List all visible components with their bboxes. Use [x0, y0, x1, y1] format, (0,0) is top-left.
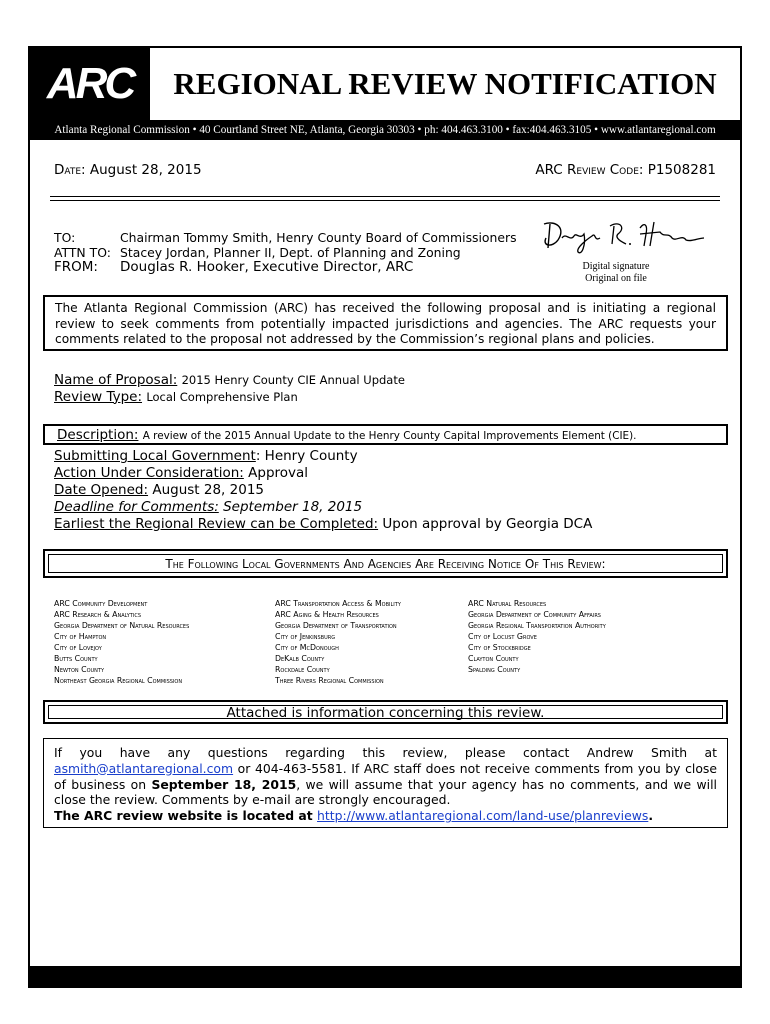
agency-item: City of McDonough: [275, 643, 339, 652]
agency-item: Georgia Regional Transportation Authority: [468, 621, 606, 630]
action-label: Action Under Consideration:: [54, 465, 244, 481]
attached-box: [43, 700, 728, 724]
agency-item: ARC Transportation Access & Mobility: [275, 599, 401, 608]
agency-item: DeKalb County: [275, 654, 325, 663]
footer-bar: [30, 966, 740, 986]
agency-column-2: [275, 598, 401, 686]
signature-image: [536, 214, 706, 260]
email-link[interactable]: asmith@atlantaregional.com: [54, 760, 234, 776]
to-label: TO:: [54, 230, 76, 245]
agency-item: ARC Research & Analytics: [54, 610, 141, 619]
opened-label: Date Opened:: [54, 482, 149, 498]
details-block: [54, 448, 592, 533]
description-value: A review of the 2015 Annual Update to the Henry County Capital Improvements Element (CIE).: [142, 430, 637, 442]
agency-item: Northeast Georgia Regional Commission: [54, 676, 183, 685]
date-value: August 28, 2015: [89, 162, 202, 178]
date-row: Date: August 28, 2015 ARC Review Code: P1508281: [54, 162, 716, 178]
review-code-value: P1508281: [647, 162, 716, 178]
agency-item: Clayton County: [468, 654, 519, 663]
attached-text: Attached is information concerning this review.: [226, 705, 545, 721]
from-label: FROM:: [54, 259, 98, 275]
agency-item: Newton County: [54, 665, 105, 674]
agency-item: ARC Aging & Health Resources: [275, 610, 379, 619]
deadline-label: Deadline for Comments:: [54, 499, 219, 515]
contact-box: [43, 738, 728, 828]
page-title: REGIONAL REVIEW NOTIFICATION: [173, 66, 717, 101]
description-label: Description:: [57, 427, 139, 443]
agency-item: Georgia Department of Community Affairs: [468, 610, 601, 619]
review-type-value: Local Comprehensive Plan: [146, 389, 298, 404]
divider: [50, 196, 720, 201]
gov-label: Submitting Local Government: [54, 448, 256, 464]
earliest-label: Earliest the Regional Review can be Completed:: [54, 516, 379, 532]
agency-column-3: [468, 598, 606, 675]
agency-item: Georgia Department of Natural Resources: [54, 621, 190, 630]
description-box: [43, 424, 728, 445]
agency-item: City of Stockbridge: [468, 643, 531, 652]
action-value: Approval: [248, 465, 309, 481]
attn-value: Stacey Jordan, Planner II, Dept. of Planning and Zoning: [120, 245, 461, 260]
earliest-value: Upon approval by Georgia DCA: [382, 516, 593, 532]
deadline-value: September 18, 2015: [223, 499, 363, 515]
website-link[interactable]: http://www.atlantaregional.com/land-use/planreviews: [317, 808, 649, 824]
proposal-name-label: Name of Proposal:: [54, 372, 178, 388]
document-frame: [28, 46, 742, 988]
recipients-block: [54, 230, 517, 275]
agency-item: ARC Community Development: [54, 599, 148, 608]
agency-column-1: [54, 598, 189, 686]
gov-value: : Henry County: [255, 448, 358, 464]
agency-item: Butts County: [54, 654, 98, 663]
agency-item: Three Rivers Regional Commission: [275, 676, 384, 685]
contact-text: If you have any questions regarding this review, please contact Andrew Smith at asmith@atlantaregional.com or 404-463-5581. If ARC staff does not receive comments from you by close of business on September 18, 2015, we will assume that your agency has no comments, and we will close the review. Comments by e-mail are strongly encouraged. The ARC review website is located at http://www.atlantaregional.com/land-use/planreviews.: [54, 745, 717, 824]
proposal-name-value: 2015 Henry County CIE Annual Update: [181, 373, 405, 387]
agency-item: Georgia Department of Transportation: [275, 621, 397, 630]
proposal-block: [54, 372, 405, 405]
intro-box: [43, 295, 728, 351]
signature-caption: Digital signature Original on file: [582, 261, 650, 284]
review-code-label: ARC Review Code: [535, 162, 639, 178]
notice-box: [43, 549, 728, 578]
notice-heading: The Following Local Governments And Agencies Are Receiving Notice Of This Review:: [165, 557, 606, 571]
website-line: The ARC review website is located at http://www.atlantaregional.com/land-use/planreviews.: [54, 808, 654, 824]
address-bar: Atlanta Regional Commission • 40 Courtland Street NE, Atlanta, Georgia 30303 • ph: 404.463.3100 • fax:404.463.3105 • www.atlantaregional.com: [30, 120, 740, 140]
agency-item: City of Lovejoy: [54, 643, 102, 652]
from-value: Douglas R. Hooker, Executive Director, ARC: [120, 259, 414, 275]
review-type-label: Review Type:: [54, 388, 143, 405]
attn-label: ATTN TO:: [54, 245, 111, 260]
intro-text: The Atlanta Regional Commission (ARC) has received the following proposal and is initiating a regional review to seek comments from potentially impacted jurisdictions and agencies. The ARC requests your comments related to the proposal not addressed by the Commission’s regional plans and policies.: [55, 301, 716, 347]
agency-item: Rockdale County: [275, 665, 330, 674]
arc-logo: ARC: [30, 48, 150, 120]
opened-value: August 28, 2015: [152, 482, 264, 498]
agency-item: City of Hampton: [54, 632, 107, 641]
to-value: Chairman Tommy Smith, Henry County Board of Commissioners: [120, 230, 517, 245]
date-label: Date: [54, 162, 82, 178]
agency-item: ARC Natural Resources: [468, 599, 547, 608]
review-code: ARC Review Code: P1508281: [535, 162, 716, 178]
agency-item: Spalding County: [468, 665, 521, 674]
agency-item: City of Jenkinsburg: [275, 632, 336, 641]
agency-item: City of Locust Grove: [468, 632, 537, 641]
